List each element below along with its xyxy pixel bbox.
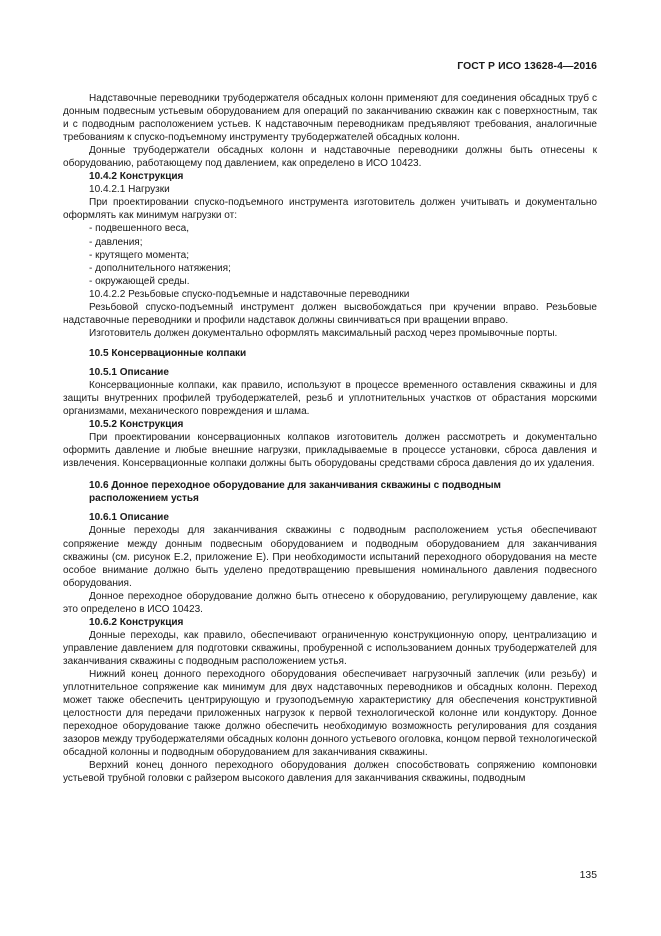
paragraph: Изготовитель должен документально оформлять максимальный расход через промывочные порты. [89,327,558,339]
subsection-heading: 10.6.1 Описание [89,512,169,524]
section-heading-10-6 [63,479,597,505]
paragraph: При проектировании спуско-подъемного инструмента изготовитель должен учитывать и документально оформлять как минимум нагрузки от: [63,197,597,222]
paragraph: При проектировании консервационных колпаков изготовитель должен рассмотреть и документально оформить давление и любые внешние нагрузки, прикладываемые в процессе установки, сброса давления и извлечения. Консервационные колпаки должны быть оборудованы средствами сброса давления до их удаления. [63,432,597,470]
document-body [63,92,597,785]
subsection-heading: 10.4.2.2 Резьбовые спуско-подъемные и надставочные переводники [89,288,410,300]
subsection-heading: 10.5.2 Конструкция [89,419,184,431]
page-number: 135 [579,870,597,881]
paragraph: Донные переходы для заканчивания скважины с подводным расположением устья обеспечивают сопряжение между донным подвесным оборудованием и подводным оборудованием для заканчивания скважины (см. рисунок Е.2, приложение Е). При необходимости испытаний переходного оборудования на месте особое внимание должно быть уделено предотвращению превышения номинального давления подвесного оборудования. [63,525,597,589]
paragraph: Донные переходы, как правило, обеспечивают ограниченную конструкционную опору, централизацию и управление давлением для подготовки скважины, пробуренной с использованием донных трубодержателей для заканчивания скважины с подводным расположением устья. [63,629,597,667]
heading-line: расположением устья [89,493,199,505]
subsection-heading: 10.4.2.1 Нагрузки [89,184,170,196]
list-item: - крутящего момента; [89,249,190,261]
paragraph: Резьбовой спуско-подъемный инструмент должен высвобождаться при кручении вправо. Резьбовые надставочные переводники и профили надставок должны свинчиваться при вращении вправо. [63,301,597,326]
list-item: - давления; [89,236,143,248]
list-item: - подвешенного веса, [89,223,189,235]
list-item: - дополнительного натяжения; [89,262,231,274]
paragraph: Нижний конец донного переходного оборудования обеспечивает нагрузочный заплечик (или резьбу) и уплотнительное сопряжение как минимум для двух надставочных переводников и обсадных колонн. Переход может также обеспечить центрирующую и грузоподъемную характеристику для обеспечения конструктивной целостности для передачи приложенных нагрузок к первой технологической колонне или кондуктору. Донное переходное оборудование также должно обеспечить необходимую возможность регулирования для создания зазоров между трубодержателями обсадных колонн донного устьевого оголовка, концом первой технологической обсадной колонны и подводным оборудованием для заканчивания скважины. [63,668,597,759]
section-heading-10-5: 10.5 Консервационные колпаки [89,347,247,359]
paragraph: Верхний конец донного переходного оборудования должен способствовать сопряжению компоновки устьевой трубной головки с райзером высокого давления для заканчивания скважины, подводным [63,760,597,785]
paragraph: Консервационные колпаки, как правило, используют в процессе временного оставления скважины и для защиты внутренних профилей трубодержателей, резьб и уплотнительных участков от обрастания морскими организмами, механического повреждения и шлама. [63,379,597,418]
paragraph: Донное переходное оборудование должно быть отнесено к оборудованию, регулирующему давление, как это определено в ИСО 10423. [63,590,597,615]
subsection-heading: 10.5.1 Описание [89,366,169,378]
paragraph: Надставочные переводники трубодержателя обсадных колонн применяют для соединения обсадных труб с донным подвесным устьевым оборудованием для операций по заканчиванию скважин как с поверхностным, так и с подводным расположением устьев. К надставочным переводникам предъявляют требования, аналогичные требованиям к спуско-подъемному инструменту трубодержателей обсадных колонн. [63,93,597,144]
section-heading-10-4-2: 10.4.2 Конструкция [89,171,184,183]
subsection-heading: 10.6.2 Конструкция [89,616,184,628]
list-item: - окружающей среды. [89,275,190,287]
heading-line: 10.6 Донное переходное оборудование для заканчивания скважины с подводным [89,480,501,492]
document-header: ГОСТ Р ИСО 13628-4—2016 [457,61,597,72]
paragraph: Донные трубодержатели обсадных колонн и надставочные переводники должны быть отнесены к оборудованию, работающему под давлением, как определено в ИСО 10423. [63,145,597,170]
